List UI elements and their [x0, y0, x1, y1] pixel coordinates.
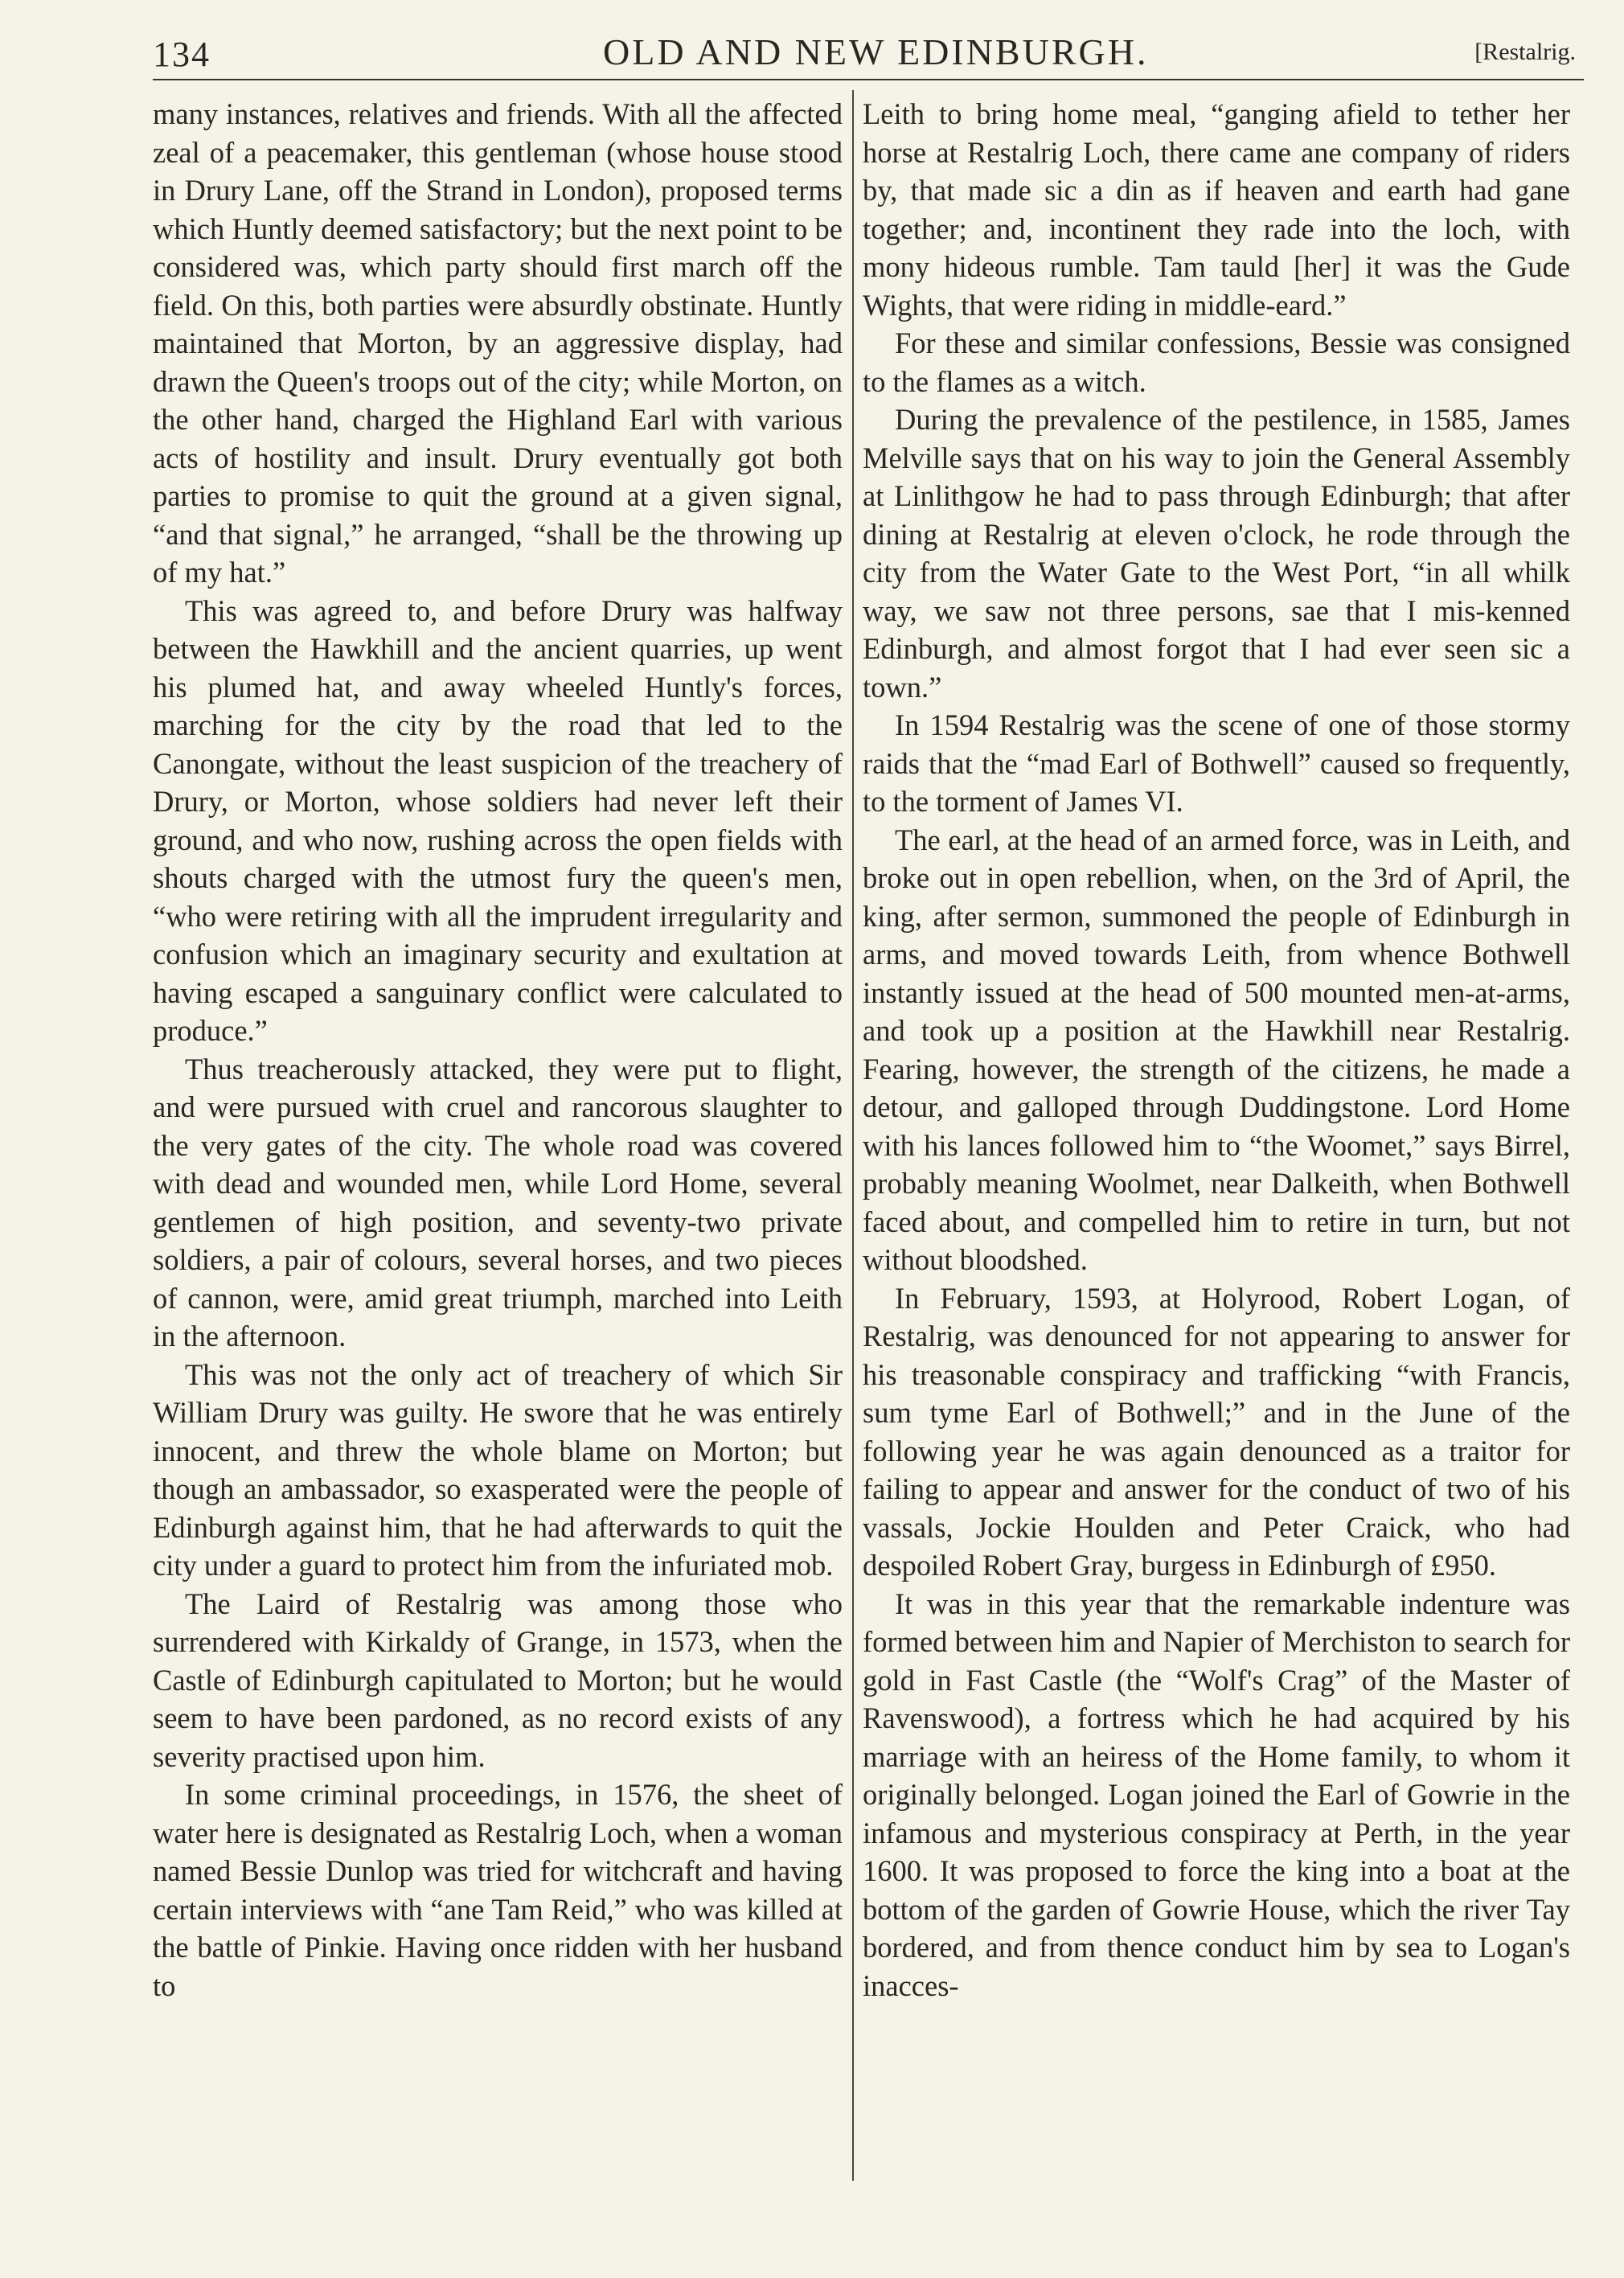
column-divider — [852, 90, 854, 2181]
page-header — [153, 26, 1584, 82]
page-number: 134 — [153, 35, 211, 74]
paragraph: Thus treacherously attacked, they were put to flight, and were pursued with cruel and rancorous slaughter to the very gates of the city. The whole road was covered with dead and wounded men, while Lord Home, several gentlemen of high position, and seventy-two private soldiers, a pair of colours, several horses, and two pieces of cannon, were, amid great triumph, marched into Leith in the afternoon. — [153, 1052, 843, 1352]
paragraph: This was not the only act of treachery of which Sir William Drury was guilty. He swore that he was entirely innocent, and threw the whole blame on Morton; but though an ambassador, so exasperated were the people of Edinburgh against him, that he had afterwards to quit the city under a guard to protect him from the infuriated mob. — [153, 1357, 843, 1582]
paragraph: The Laird of Restalrig was among those who surrendered with Kirkaldy of Grange, in 1573, when the Castle of Edinburgh capitulated to Morton; but he would seem to have been pardoned, as no record exists of any severity practised upon him. — [153, 1586, 843, 1773]
section-tag: [Restalrig. — [1474, 39, 1576, 65]
paragraph: During the prevalence of the pestilence, in 1585, James Melville says that on his way to join the General Assembly at Linlithgow he had to pass through Edinburgh; that after dining at Restalrig at eleven o'clock, he rode through the city from the Water Gate to the West Port, “in all whilk way, we saw not three persons, sae that I mis-kenned Edinburgh, and almost forgot that I had ever seen sic a town.” — [863, 403, 1570, 704]
paragraph: many instances, relatives and friends. With all the affected zeal of a peacemaker, this gentleman (whose house stood in Drury Lane, off the Strand in London), proposed terms which Huntly deemed satisfactory; but the next point to be considered was, which party should first march off the field. On this, both parties were absurdly obstinate. Huntly maintained that Morton, by an aggressive display, had drawn the Queen's troops out of the city; while Morton, on the other hand, charged the Highland Earl with various acts of hostility and insult. Drury eventually got both parties to promise to quit the ground at a given signal, “and that signal,” he arranged, “shall be the throwing up of my hat.” — [153, 97, 843, 589]
right-column — [863, 95, 1570, 2202]
paragraph: This was agreed to, and before Drury was halfway between the Hawkhill and the ancient quarries, up went his plumed hat, and away wheeled Huntly's forces, marching for the city by the road that led to the Canongate, without the least suspicion of the treachery of Drury, or Morton, whose soldiers had never left their ground, and who now, rushing across the open fields with shouts charged with the utmost fury the queen's men, “who were retiring with all the imprudent irregularity and confusion which an imaginary security and exultation at having escaped a sanguinary conflict were calculated to produce.” — [153, 593, 843, 1047]
paragraph: The earl, at the head of an armed force, was in Leith, and broke out in open rebellion, when, on the 3rd of April, the king, after sermon, summoned the people of Edinburgh in arms, and moved towards Leith, from whence Bothwell instantly issued at the head of 500 mounted men-at-arms, and took up a position at the Hawkhill near Restalrig. Fearing, however, the strength of the citizens, he made a detour, and galloped through Duddingstone. Lord Home with his lances followed him to “the Woomet,” says Birrel, probably meaning Woolmet, near Dalkeith, when Bothwell faced about, and compelled him to retire in turn, but not without bloodshed. — [863, 823, 1570, 1276]
paragraph: It was in this year that the remarkable indenture was formed between him and Napier of Merchiston to search for gold in Fast Castle (the “Wolf's Crag” of the Master of Ravenswood), a fortress which he had acquired by his marriage with an heiress of the Home family, to whom it originally belonged. Logan joined the Earl of Gowrie in the infamous and mysterious conspiracy at Perth, in the year 1600. It was proposed to force the king into a boat at the bottom of the garden of Gowrie House, which the river Tay bordered, and from thence conduct him by sea to Logan's inacces- — [863, 1586, 1570, 2002]
left-column — [153, 95, 843, 2202]
header-rule — [153, 79, 1584, 80]
paragraph: In February, 1593, at Holyrood, Robert Logan, of Restalrig, was denounced for not appearing to answer for his treasonable conspiracy and trafficking “with Francis, sum tyme Earl of Bothwell;” and in the June of the following year he was again denounced as a traitor for failing to appear and answer for the conduct of two of his vassals, Jockie Houlden and Peter Craick, who had despoiled Robert Gray, burgess in Edinburgh of £950. — [863, 1281, 1570, 1582]
paragraph: Leith to bring home meal, “ganging afield to tether her horse at Restalrig Loch, there came ane company of riders by, that made sic a din as if heaven and earth had gane together; and, incontinent they rade into the loch, with mony hideous rumble. Tam tauld [her] it was the Gude Wights, that were riding in middle-eard.” — [863, 97, 1570, 322]
paragraph: In some criminal proceedings, in 1576, the sheet of water here is designated as Restalrig Loch, when a woman named Bessie Dunlop was tried for witchcraft and having certain interviews with “ane Tam Reid,” who was killed at the battle of Pinkie. Having once ridden with her husband to — [153, 1778, 843, 2002]
paragraph: For these and similar confessions, Bessie was consigned to the flames as a witch. — [863, 326, 1570, 398]
running-title: OLD AND NEW EDINBURGH. — [603, 31, 1149, 72]
paragraph: In 1594 Restalrig was the scene of one of those stormy raids that the “mad Earl of Bothwell” caused so frequently, to the torment of James VI. — [863, 708, 1570, 818]
